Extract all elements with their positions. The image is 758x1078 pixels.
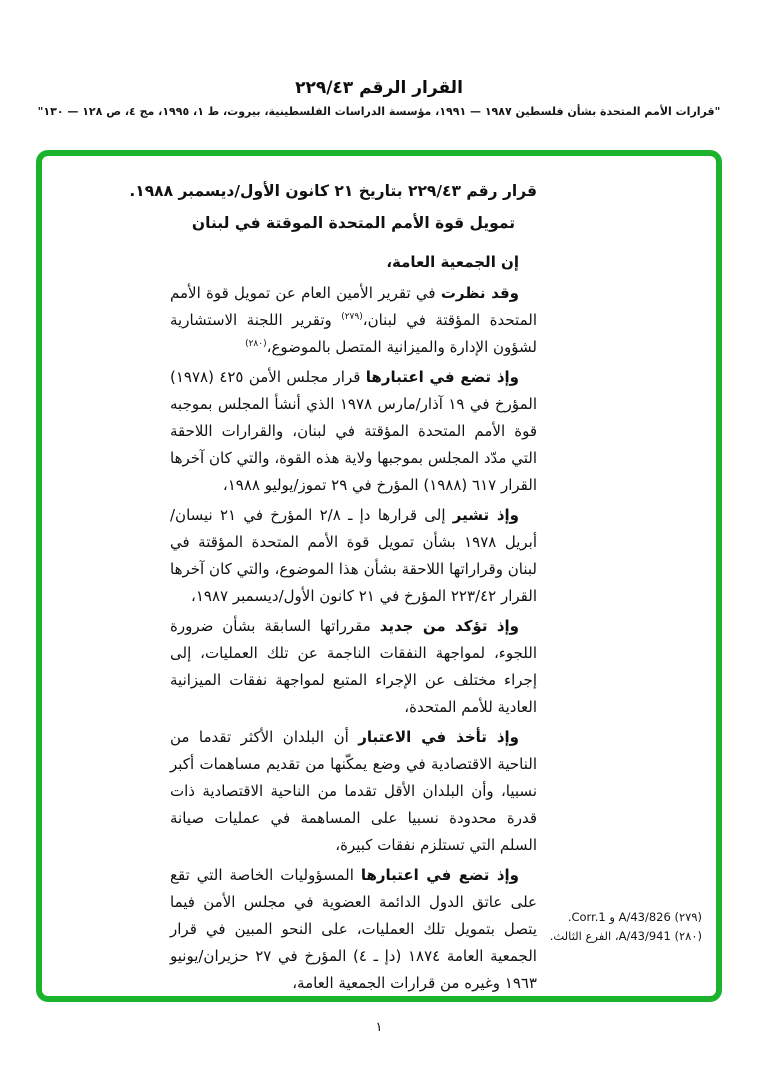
footnote-text: A/43/941، الفرع الثالث. xyxy=(549,929,675,943)
resolution-body xyxy=(129,182,538,997)
paragraph-lead: وإذ تشير xyxy=(452,506,519,524)
paragraph-text: أن البلدان الأكثر تقدما من الناحية الاقتصادية في وضع يمكّنها من تقديم مساهمات أكبر نسبيا، وأن البلدان الأقل تقدما من الناحية الاقتصادية ذات قدرة محدودة نسبيا على المساهمة في عمليات صيانة السلم التي تستلزم نفقات كبيرة، xyxy=(170,728,537,854)
resolution-frame xyxy=(36,150,722,1002)
resolution-opening-line: إن الجمعية العامة، xyxy=(386,253,519,271)
resolution-paragraph-4 xyxy=(170,613,537,721)
resolution-paragraph-2 xyxy=(170,364,537,499)
resolution-paragraph-1 xyxy=(170,280,537,361)
page-title: القرار الرقم ٢٢٩/٤٣ xyxy=(295,78,463,98)
footnote-marker: (٢٨٠) xyxy=(674,929,702,943)
footnote-ref-279: (٢٧٩) xyxy=(341,312,363,322)
resolution-paragraph-3 xyxy=(170,502,537,610)
paragraph-text: المسؤوليات الخاصة التي تقع على عاتق الدول الدائمة العضوية في مجلس الأمن فيما يتصل بتمويل تلك العمليات، على النحو المبين في قرار الجمعية العامة ١٨٧٤ (دإ ـ ٤) المؤرخ في ٢٧ حزيران/يونيو ١٩٦٣ وغيره من قرارات الجمعية العامة، xyxy=(170,866,537,992)
footnote-marker: (٢٧٩) xyxy=(674,910,702,924)
citation-line: "قرارات الأمم المتحدة بشأن فلسطين ١٩٨٧ — ١٩٩١، مؤسسة الدراسات الفلسطينية، بيروت، ط ١، ١٩٩٥، مج ٤، ص ١٢٨ — ١٣٠" xyxy=(37,105,721,118)
paragraph-lead: وإذ تضع في اعتبارها xyxy=(360,866,519,884)
paragraph-lead: وإذ تضع في اعتبارها xyxy=(365,368,519,386)
paragraph-lead: وإذ تؤكد من جديد xyxy=(379,617,520,635)
paragraph-text: مقرراتها السابقة بشأن ضرورة اللجوء، لمواجهة النفقات الناجمة عن تلك العمليات، إلى إجراء مختلف عن الإجراء المتبع لمواجهة نفقات الميزانية العادية للأمم المتحدة، xyxy=(170,617,537,716)
paragraph-lead: وقد نظرت xyxy=(440,284,520,302)
paragraph-text: إلى قرارها دإ ـ ٢/٨ المؤرخ في ٢١ نيسان/أبريل ١٩٧٨ بشأن تمويل قوة الأمم المتحدة المؤقتة في لبنان وقراراتها اللاحقة بشأن هذا الموضوع، والتي كان آخرها القرار ٢٢٣/٤٢ المؤرخ في ٢١ كانون الأول/ديسمبر ١٩٨٧، xyxy=(170,506,537,605)
paragraph-lead: وإذ تأخذ في الاعتبار xyxy=(358,728,520,746)
footnotes xyxy=(550,908,702,946)
footnote-item-279 xyxy=(550,908,702,927)
footnote-ref-280: (٢٨٠) xyxy=(245,339,267,349)
resolution-heading-subject: تمويل قوة الأمم المتحدة الموقتة في لبنان xyxy=(191,214,516,232)
paragraph-text: وتقرير اللجنة الاستشارية لشؤون الإدارة والميزانية المتصل بالموضوع، xyxy=(170,311,537,356)
footnote-text: A/43/826 و Corr.1. xyxy=(567,910,675,924)
paragraph-text: في تقرير الأمين العام عن تمويل قوة الأمم المتحدة المؤقتة في لبنان، xyxy=(170,284,537,329)
footnote-item-280 xyxy=(550,927,702,946)
paragraph-text: قرار مجلس الأمن ٤٢٥ (١٩٧٨) المؤرخ في ١٩ آذار/مارس ١٩٧٨ الذي أنشأ المجلس بموجبه قوة الأمم المتحدة المؤقتة في لبنان، والقرارات اللاحقة التي مدّد المجلس بموجبها ولاية هذه القوة، والتي كان آخرها القرار ٦١٧ (١٩٨٨) المؤرخ في ٢٩ تموز/يوليو ١٩٨٨، xyxy=(170,368,538,494)
page-number: ١ xyxy=(375,1020,383,1035)
resolution-paragraph-5 xyxy=(170,724,537,859)
resolution-heading-date: قرار رقم ٢٢٩/٤٣ بتاريخ ٢١ كانون الأول/ديسمبر ١٩٨٨. xyxy=(129,182,537,200)
resolution-paragraph-6 xyxy=(170,862,537,997)
